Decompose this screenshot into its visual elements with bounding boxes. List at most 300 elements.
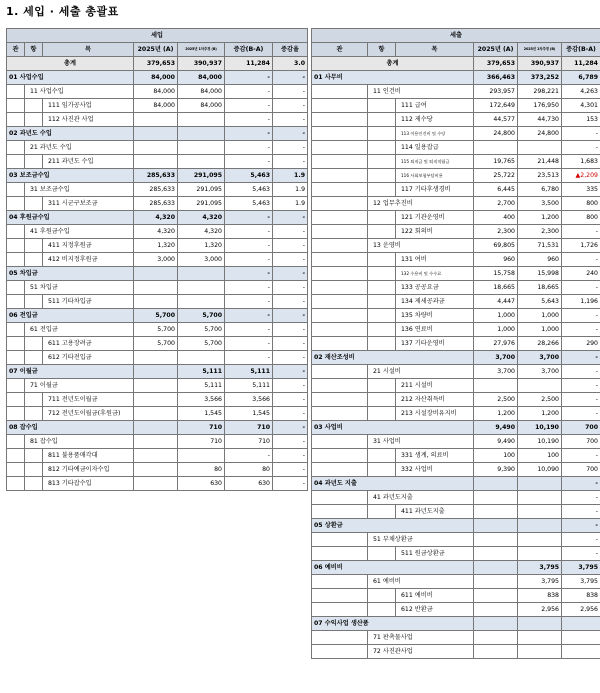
amount-d: - — [273, 365, 308, 379]
account-label: 72 사진관사업 — [368, 645, 474, 659]
revenue-row-level3 — [7, 477, 308, 491]
indent-cell — [7, 141, 25, 155]
expense-row-level3 — [312, 323, 600, 337]
amount-c: 838 — [562, 589, 600, 603]
amount-b: 10,190 — [518, 421, 562, 435]
expense-row-level3 — [312, 127, 600, 141]
amount-b: 3,566 — [178, 393, 225, 407]
amount-c: 5,111 — [225, 365, 273, 379]
expense-row-level3 — [312, 449, 600, 463]
amount-c: 153 — [562, 113, 600, 127]
amount-a: 44,577 — [474, 113, 518, 127]
amount-a — [134, 295, 178, 309]
indent-cell — [25, 337, 43, 351]
account-label: 611 예비비 — [396, 589, 474, 603]
amount-d: - — [273, 449, 308, 463]
account-label: 212 자산취득비 — [396, 393, 474, 407]
amount-a — [134, 365, 178, 379]
account-label: 51 부채상환금 — [368, 533, 474, 547]
amount-a — [134, 379, 178, 393]
amount-a — [474, 505, 518, 519]
amount-d: 1.9 — [273, 169, 308, 183]
expense-row-level2 — [312, 85, 600, 99]
amount-a: 960 — [474, 253, 518, 267]
indent-cell — [7, 323, 25, 337]
expense-row-level3 — [312, 407, 600, 421]
account-label: 211 과년도 수입 — [43, 155, 134, 169]
indent-cell — [312, 491, 368, 505]
account-label: 07 이월금 — [7, 365, 134, 379]
amount-a: 27,976 — [474, 337, 518, 351]
col-diff: 증감(B-A) — [225, 43, 273, 57]
amount-a — [474, 491, 518, 505]
indent-cell — [7, 253, 25, 267]
amount-c: 4,263 — [562, 85, 600, 99]
amount-c: - — [562, 533, 600, 547]
amount-c: 3,795 — [562, 561, 600, 575]
account-label: 332 사업비 — [396, 463, 474, 477]
amount-c: - — [562, 365, 600, 379]
revenue-row-level2 — [7, 323, 308, 337]
total-value-a: 379,653 — [474, 57, 518, 71]
amount-a — [134, 421, 178, 435]
col-rate: 증감율 — [273, 43, 308, 57]
indent-cell — [312, 575, 368, 589]
amount-d: - — [273, 113, 308, 127]
expense-row-level2 — [312, 197, 600, 211]
amount-b: 3,795 — [518, 575, 562, 589]
amount-a — [134, 477, 178, 491]
expense-row-level3 — [312, 155, 600, 169]
indent-cell — [312, 407, 368, 421]
amount-b — [518, 505, 562, 519]
amount-a: 172,649 — [474, 99, 518, 113]
amount-b: 291,095 — [178, 197, 225, 211]
revenue-row-level1 — [7, 169, 308, 183]
account-label: 03 사업비 — [312, 421, 474, 435]
indent-cell — [368, 323, 396, 337]
amount-d: - — [273, 141, 308, 155]
indent-cell — [7, 337, 25, 351]
account-label: 136 연료비 — [396, 323, 474, 337]
amount-b — [518, 533, 562, 547]
amount-a: 9,490 — [474, 421, 518, 435]
amount-a: 19,765 — [474, 155, 518, 169]
expense-row-level2 — [312, 365, 600, 379]
expense-row-level3 — [312, 253, 600, 267]
amount-c: - — [562, 379, 600, 393]
indent-cell — [312, 99, 368, 113]
indent-cell — [368, 337, 396, 351]
indent-cell — [7, 393, 25, 407]
amount-a — [474, 519, 518, 533]
amount-a — [134, 267, 178, 281]
indent-cell — [312, 155, 368, 169]
amount-c: - — [562, 127, 600, 141]
indent-cell — [312, 547, 368, 561]
amount-c — [562, 645, 600, 659]
revenue-row-level2 — [7, 141, 308, 155]
account-label: 61 예비비 — [368, 575, 474, 589]
amount-b: 373,252 — [518, 71, 562, 85]
indent-cell — [312, 435, 368, 449]
amount-a: 25,722 — [474, 169, 518, 183]
amount-c: - — [562, 547, 600, 561]
indent-cell — [7, 99, 25, 113]
revenue-row-level3 — [7, 197, 308, 211]
expense-row-level3 — [312, 281, 600, 295]
expense-row-level3 — [312, 141, 600, 155]
amount-b: 176,950 — [518, 99, 562, 113]
amount-b — [178, 113, 225, 127]
expense-row-level2 — [312, 435, 600, 449]
revenue-row-level3 — [7, 449, 308, 463]
indent-cell — [312, 589, 368, 603]
amount-d: - — [273, 309, 308, 323]
indent-cell — [312, 449, 368, 463]
amount-a: 1,000 — [474, 309, 518, 323]
amount-b: 15,998 — [518, 267, 562, 281]
revenue-row-level3 — [7, 239, 308, 253]
revenue-row-level2 — [7, 85, 308, 99]
amount-b: 3,700 — [518, 365, 562, 379]
indent-cell — [312, 267, 368, 281]
amount-c: 1,726 — [562, 239, 600, 253]
indent-cell — [312, 239, 368, 253]
amount-b — [178, 281, 225, 295]
indent-cell — [25, 113, 43, 127]
amount-b: 24,800 — [518, 127, 562, 141]
amount-b: 2,300 — [518, 225, 562, 239]
expense-row-level3 — [312, 183, 600, 197]
amount-a: 15,758 — [474, 267, 518, 281]
amount-a — [134, 351, 178, 365]
expense-row-level2 — [312, 575, 600, 589]
amount-b: 1,545 — [178, 407, 225, 421]
account-label: 611 고용장려금 — [43, 337, 134, 351]
amount-d: - — [273, 71, 308, 85]
amount-a — [474, 533, 518, 547]
expense-row-level3 — [312, 211, 600, 225]
account-label: 12 업무추진비 — [368, 197, 474, 211]
indent-cell — [312, 197, 368, 211]
col-gwan: 관 — [7, 43, 25, 57]
amount-a — [474, 141, 518, 155]
amount-a: 9,490 — [474, 435, 518, 449]
amount-b: 5,643 — [518, 295, 562, 309]
total-value-diff: 11,284 — [562, 57, 600, 71]
amount-c: - — [225, 85, 273, 99]
indent-cell — [312, 127, 368, 141]
amount-a: 100 — [474, 449, 518, 463]
account-label: 813 기타잡수입 — [43, 477, 134, 491]
indent-cell — [7, 295, 25, 309]
account-label: 02 재산조성비 — [312, 351, 474, 365]
indent-cell — [7, 463, 25, 477]
expense-row-level3 — [312, 267, 600, 281]
expense-section-header — [312, 29, 600, 43]
col-mok: 목 — [43, 43, 134, 57]
amount-a: 1,000 — [474, 323, 518, 337]
amount-a — [474, 645, 518, 659]
amount-a — [134, 155, 178, 169]
account-label: 01 사무비 — [312, 71, 474, 85]
amount-b: 298,221 — [518, 85, 562, 99]
amount-a: 400 — [474, 211, 518, 225]
col-supplement: 2025년 1차추경 (B) — [178, 43, 225, 57]
indent-cell — [25, 463, 43, 477]
account-label: 117 기타후생경비 — [396, 183, 474, 197]
revenue-row-level1 — [7, 71, 308, 85]
indent-cell — [7, 281, 25, 295]
amount-c: ▲2,209 — [562, 169, 600, 183]
expense-row-level2 — [312, 631, 600, 645]
account-label: 13 운영비 — [368, 239, 474, 253]
indent-cell — [312, 631, 368, 645]
amount-b: 100 — [518, 449, 562, 463]
indent-cell — [7, 435, 25, 449]
amount-a: 3,700 — [474, 365, 518, 379]
amount-b: 710 — [178, 435, 225, 449]
expense-row-level1 — [312, 617, 600, 631]
indent-cell — [7, 351, 25, 365]
indent-cell — [368, 141, 396, 155]
amount-b: 4,320 — [178, 211, 225, 225]
expense-row-level1 — [312, 561, 600, 575]
page-title: 1. 세입 · 세출 총괄표 — [6, 5, 119, 18]
revenue-row-level3 — [7, 295, 308, 309]
indent-cell — [312, 281, 368, 295]
amount-b: 23,513 — [518, 169, 562, 183]
amount-c: 5,463 — [225, 183, 273, 197]
account-label: 112 제수당 — [396, 113, 474, 127]
indent-cell — [312, 169, 368, 183]
account-label: 135 차량비 — [396, 309, 474, 323]
total-value-a: 379,653 — [134, 57, 178, 71]
indent-cell — [312, 365, 368, 379]
indent-cell — [312, 225, 368, 239]
account-label: 11 인건비 — [368, 85, 474, 99]
total-value-diff: 11,284 — [225, 57, 273, 71]
indent-cell — [368, 449, 396, 463]
expense-row-level3 — [312, 169, 600, 183]
amount-c: - — [225, 323, 273, 337]
indent-cell — [368, 169, 396, 183]
amount-c: 1,545 — [225, 407, 273, 421]
amount-b: 2,956 — [518, 603, 562, 617]
indent-cell — [25, 197, 43, 211]
amount-a — [134, 141, 178, 155]
revenue-section-header — [7, 29, 308, 43]
amount-d: - — [273, 281, 308, 295]
amount-b: 5,700 — [178, 309, 225, 323]
revenue-row-level1 — [7, 127, 308, 141]
amount-b — [518, 491, 562, 505]
revenue-row-level1 — [7, 267, 308, 281]
indent-cell — [368, 267, 396, 281]
expense-row-level2 — [312, 645, 600, 659]
amount-a — [134, 281, 178, 295]
amount-d: - — [273, 477, 308, 491]
account-label: 61 전입금 — [25, 323, 134, 337]
expense-row-level3 — [312, 99, 600, 113]
amount-d: - — [273, 407, 308, 421]
indent-cell — [368, 211, 396, 225]
account-label: 04 후원금수입 — [7, 211, 134, 225]
account-label: 121 기관운영비 — [396, 211, 474, 225]
amount-b: 1,200 — [518, 407, 562, 421]
amount-a: 84,000 — [134, 85, 178, 99]
expense-row-level3 — [312, 379, 600, 393]
amount-d: - — [273, 393, 308, 407]
account-label: 131 여비 — [396, 253, 474, 267]
amount-b: 84,000 — [178, 99, 225, 113]
amount-b: 5,700 — [178, 337, 225, 351]
amount-b — [518, 645, 562, 659]
amount-a — [134, 127, 178, 141]
amount-a: 84,000 — [134, 71, 178, 85]
amount-c: - — [225, 211, 273, 225]
amount-a — [474, 575, 518, 589]
amount-c: - — [225, 71, 273, 85]
amount-b: 84,000 — [178, 85, 225, 99]
revenue-row-level3 — [7, 407, 308, 421]
account-label: 51 차입금 — [25, 281, 134, 295]
revenue-row-level3 — [7, 337, 308, 351]
revenue-row-level2 — [7, 281, 308, 295]
account-label: 112 사진관 사업 — [43, 113, 134, 127]
amount-c: - — [225, 309, 273, 323]
indent-cell — [368, 603, 396, 617]
expense-row-level3 — [312, 393, 600, 407]
expense-row-level3 — [312, 337, 600, 351]
indent-cell — [312, 533, 368, 547]
amount-c: 5,111 — [225, 379, 273, 393]
amount-c: 1,683 — [562, 155, 600, 169]
amount-c: - — [225, 351, 273, 365]
account-label: 134 제세공과금 — [396, 295, 474, 309]
amount-c: 710 — [225, 435, 273, 449]
amount-a: 1,200 — [474, 407, 518, 421]
amount-d: - — [273, 267, 308, 281]
amount-b — [178, 155, 225, 169]
amount-c: - — [562, 323, 600, 337]
amount-b: 1,320 — [178, 239, 225, 253]
amount-c: 6,789 — [562, 71, 600, 85]
account-label: 71 판촉물사업 — [368, 631, 474, 645]
indent-cell — [25, 407, 43, 421]
account-label: 511 기타차입금 — [43, 295, 134, 309]
indent-cell — [312, 211, 368, 225]
col-diff: 증감(B-A) — [562, 43, 600, 57]
indent-cell — [7, 183, 25, 197]
amount-c: - — [562, 309, 600, 323]
account-label: 06 예비비 — [312, 561, 474, 575]
amount-a — [474, 617, 518, 631]
expense-row-level1 — [312, 477, 600, 491]
amount-a: 366,463 — [474, 71, 518, 85]
amount-c: - — [562, 449, 600, 463]
account-label: 21 과년도 수입 — [25, 141, 134, 155]
col-hang: 항 — [368, 43, 396, 57]
account-label: 113 이용인건비 및 수당 — [396, 127, 474, 141]
account-label: 411 과년도지출 — [396, 505, 474, 519]
amount-a: 2,700 — [474, 197, 518, 211]
revenue-table — [6, 28, 308, 491]
total-label: 총계 — [312, 57, 474, 71]
amount-a: 5,700 — [134, 309, 178, 323]
amount-b — [178, 295, 225, 309]
total-value-rate: 3.0 — [273, 57, 308, 71]
indent-cell — [368, 547, 396, 561]
amount-c: 2,956 — [562, 603, 600, 617]
indent-cell — [312, 309, 368, 323]
account-label: 111 급여 — [396, 99, 474, 113]
indent-cell — [7, 379, 25, 393]
total-value-b: 390,937 — [178, 57, 225, 71]
amount-b: 84,000 — [178, 71, 225, 85]
account-label: 511 원금상환금 — [396, 547, 474, 561]
indent-cell — [312, 603, 368, 617]
total-value-b: 390,937 — [518, 57, 562, 71]
expense-row-level3 — [312, 225, 600, 239]
amount-b — [518, 547, 562, 561]
expense-row-level2 — [312, 491, 600, 505]
expense-row-level1 — [312, 519, 600, 533]
indent-cell — [25, 253, 43, 267]
expense-row-level3 — [312, 547, 600, 561]
indent-cell — [7, 155, 25, 169]
account-label: 81 잡수입 — [25, 435, 134, 449]
amount-c: - — [562, 253, 600, 267]
expense-row-level1 — [312, 421, 600, 435]
account-label: 41 과년도지출 — [368, 491, 474, 505]
amount-b: 291,095 — [178, 169, 225, 183]
amount-a: 293,957 — [474, 85, 518, 99]
account-label: 612 기타전입금 — [43, 351, 134, 365]
amount-a: 4,320 — [134, 225, 178, 239]
amount-d: - — [273, 463, 308, 477]
account-label: 811 불용품매각대 — [43, 449, 134, 463]
revenue-section-title: 세입 — [7, 29, 308, 43]
revenue-row-level2 — [7, 379, 308, 393]
indent-cell — [368, 309, 396, 323]
amount-b: 5,111 — [178, 379, 225, 393]
revenue-row-level1 — [7, 309, 308, 323]
amount-a: 5,700 — [134, 337, 178, 351]
amount-c: 800 — [562, 197, 600, 211]
indent-cell — [368, 589, 396, 603]
amount-b: 1,000 — [518, 309, 562, 323]
amount-a: 3,700 — [474, 351, 518, 365]
amount-d: - — [273, 337, 308, 351]
amount-c: 700 — [562, 435, 600, 449]
account-label: 03 보조금수입 — [7, 169, 134, 183]
amount-a — [134, 463, 178, 477]
indent-cell — [7, 407, 25, 421]
amount-b: 10,190 — [518, 435, 562, 449]
account-label: 211 시설비 — [396, 379, 474, 393]
amount-c: 1,196 — [562, 295, 600, 309]
account-label: 712 전년도이월금(후원금) — [43, 407, 134, 421]
account-label: 412 비지정후원금 — [43, 253, 134, 267]
amount-d: - — [273, 127, 308, 141]
amount-b — [518, 141, 562, 155]
amount-a — [474, 379, 518, 393]
amount-b: 3,795 — [518, 561, 562, 575]
revenue-row-level2 — [7, 183, 308, 197]
account-label: 137 기타운영비 — [396, 337, 474, 351]
